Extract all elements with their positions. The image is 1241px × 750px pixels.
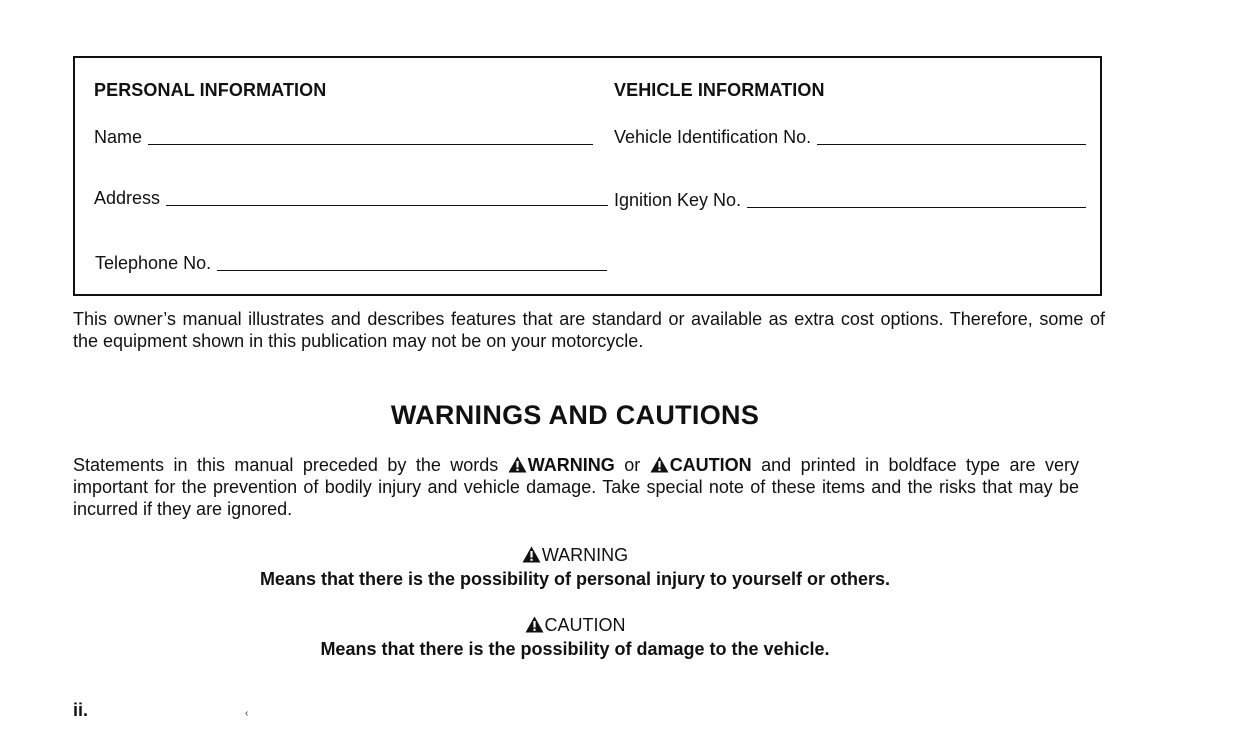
ignition-key-label: Ignition Key No. — [614, 190, 742, 210]
inline-caution-label — [650, 455, 752, 475]
inline-or-word: or — [624, 455, 641, 475]
name-field[interactable] — [94, 127, 593, 148]
scan-mark: ‹ — [245, 708, 249, 719]
address-label: Address — [94, 188, 161, 208]
page-number: ii. — [73, 700, 89, 720]
warnings-para-after: and printed in boldface type are very important for the prevention of bodily injury and vehicle damage. Take special note of these items and the risks that may be incurred if they are ignored. — [73, 455, 1079, 519]
telephone-field[interactable] — [95, 253, 607, 274]
address-blank-line[interactable] — [166, 204, 608, 206]
warning-triangle-icon — [508, 456, 527, 473]
caution-triangle-icon — [650, 456, 669, 473]
name-label: Name — [94, 127, 143, 147]
vin-field[interactable] — [614, 127, 1086, 148]
ignition-key-field[interactable] — [614, 190, 1086, 211]
information-form-box — [73, 56, 1102, 296]
telephone-blank-line[interactable] — [217, 269, 607, 271]
ignition-key-blank-line[interactable] — [747, 206, 1086, 208]
address-field[interactable] — [94, 188, 608, 209]
warnings-para-before: Statements in this manual preceded by the words — [73, 455, 499, 475]
warnings-paragraph — [73, 454, 1079, 520]
caution-definition-heading — [0, 615, 1150, 636]
caution-triangle-icon — [525, 616, 544, 633]
warning-definition-heading — [0, 545, 1150, 566]
intro-paragraph: This owner’s manual illustrates and describes features that are standard or available as extra cost options. Therefore, some of the equipment shown in this publication may not be on your motorcycle. — [73, 309, 1105, 351]
vin-label: Vehicle Identification No. — [614, 127, 812, 147]
caution-definition-text: Means that there is the possibility of damage to the vehicle. — [320, 639, 830, 659]
warning-triangle-icon — [522, 546, 541, 563]
caution-definition-title: CAUTION — [544, 615, 626, 635]
personal-information-heading: PERSONAL INFORMATION — [94, 80, 327, 100]
telephone-label: Telephone No. — [95, 253, 212, 273]
warning-definition-title: WARNING — [541, 545, 629, 565]
inline-caution-word: CAUTION — [669, 455, 752, 475]
warnings-title: WARNINGS AND CAUTIONS — [390, 400, 760, 430]
inline-warning-word: WARNING — [527, 455, 615, 475]
vehicle-information-heading: VEHICLE INFORMATION — [614, 80, 825, 100]
warning-definition-text: Means that there is the possibility of personal injury to yourself or others. — [259, 569, 891, 589]
inline-warning-label — [508, 455, 615, 475]
vin-blank-line[interactable] — [817, 143, 1086, 145]
name-blank-line[interactable] — [148, 143, 593, 145]
